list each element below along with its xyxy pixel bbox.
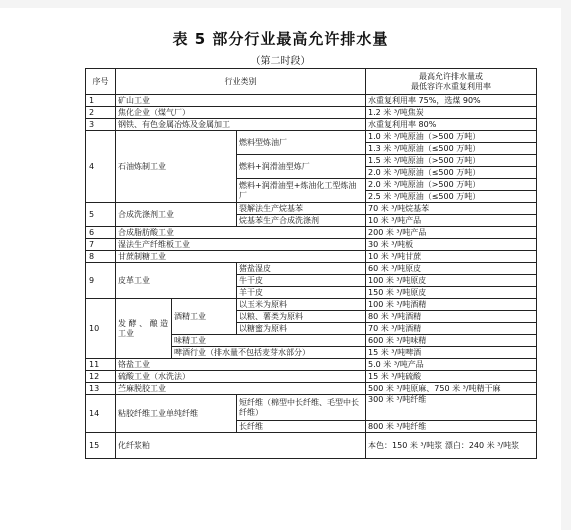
row-number: 13 [86,383,116,395]
limit-cell: 10 米 ³/吨甘蔗 [366,251,537,263]
top-border [0,0,571,8]
limit-cell: 200 米 ³/吨产品 [366,227,537,239]
table-row [86,359,537,371]
table-title: 表 5 部分行业最高允许排水量 [172,30,389,48]
subcategory-cell: 以糖蜜为原料 [237,323,366,335]
subcategory-cell: 味精工业 [172,335,366,347]
subcategory-cell: 裂解法生产烷基苯 [237,203,366,215]
subcategory-cell: 燃料+润滑油型+炼油化工型炼油厂 [237,179,366,203]
limit-cell: 600 米 ³/吨味精 [366,335,537,347]
right-border [561,0,571,530]
table-row [86,263,537,275]
row-number: 4 [86,131,116,203]
table-row [86,131,537,143]
row-number: 12 [86,371,116,383]
table-row [86,227,537,239]
table-row [86,119,537,131]
row-number: 15 [86,433,116,459]
row-number: 5 [86,203,116,227]
row-number: 14 [86,395,116,433]
limit-cell: 1.0 米 ³/吨原油（>500 万吨） [366,131,537,143]
header-limit [366,69,537,95]
row-number: 3 [86,119,116,131]
limit-cell: 80 米 ³/吨酒精 [366,311,537,323]
alcohol-cell: 酒精工业 [172,299,237,335]
row-number: 9 [86,263,116,299]
industry-cell: 发 酵 、 酿 造工业 [116,299,172,359]
industry-cell: 合成洗涤剂工业 [116,203,237,227]
limit-cell: 1.5 米 ³/吨原油（>500 万吨） [366,155,537,167]
header-industry: 行业类别 [116,69,366,95]
table-row [86,395,537,421]
limit-cell: 30 米 ³/吨板 [366,239,537,251]
limit-cell: 5.0 米 ³/吨产品 [366,359,537,371]
limit-cell: 15 米 ³/吨啤酒 [366,347,537,359]
row-number: 1 [86,95,116,107]
limit-cell: 70 米 ³/吨烷基苯 [366,203,537,215]
limit-cell: 10 米 ³/吨产品 [366,215,537,227]
limit-cell: 1.2 米 ³/吨焦炭 [366,107,537,119]
subcategory-cell: 牛干皮 [237,275,366,287]
subcategory-cell: 长纤维 [237,421,366,433]
limit-cell: 150 米 ³/吨原皮 [366,287,537,299]
industry-cell: 皮革工业 [116,263,237,299]
table-row [86,203,537,215]
subcategory-cell: 短纤维（棉型中长纤维、毛型中长纤维） [237,395,366,421]
discharge-table [85,68,537,459]
limit-cell: 水重复利用率 80% [366,119,537,131]
table-row [86,107,537,119]
row-number: 6 [86,227,116,239]
table-row [86,95,537,107]
limit-cell: 1.3 米 ³/吨原油（≤500 万吨） [366,143,537,155]
table-row [86,383,537,395]
header-no: 序号 [86,69,116,95]
limit-cell: 300 米 ³/吨纤维 [366,395,537,421]
limit-cell: 800 米 ³/吨纤维 [366,421,537,433]
table-row [86,433,537,459]
row-number: 11 [86,359,116,371]
subcategory-cell: 以玉米为原料 [237,299,366,311]
industry-cell: 苎麻脱胶工业 [116,383,366,395]
row-number: 10 [86,299,116,359]
row-number: 8 [86,251,116,263]
industry-cell: 焦化企业（煤气厂） [116,107,366,119]
industry-cell: 湿法生产纤维板工业 [116,239,366,251]
industry-cell: 合成脂肪酸工业 [116,227,366,239]
table-row [86,299,537,311]
limit-cell: 15 米 ³/吨硫酸 [366,371,537,383]
subcategory-cell: 羊干皮 [237,287,366,299]
limit-cell: 2.0 米 ³/吨原油（>500 万吨） [366,179,537,191]
industry-cell: 矿山工业 [116,95,366,107]
header-row [86,69,537,95]
header-limit-line1: 最高允许排水量或 [419,71,484,81]
table-row [86,239,537,251]
table-row [86,251,537,263]
row-number: 7 [86,239,116,251]
industry-cell: 硫酸工业（水洗法） [116,371,366,383]
subcategory-cell: 啤酒行业（排水量不包括麦芽水部分） [172,347,366,359]
limit-cell: 500 米 ³/吨原麻、750 米 ³/吨精干麻 [366,383,537,395]
limit-cell: 2.5 米 ³/吨原油（≤500 万吨） [366,191,537,203]
industry-cell: 化纤浆粕 [116,433,366,459]
limit-cell: 70 米 ³/吨酒精 [366,323,537,335]
limit-cell: 100 米 ³/吨原皮 [366,275,537,287]
subcategory-cell: 燃料型炼油厂 [237,131,366,155]
limit-cell: 2.0 米 ³/吨原油（≤500 万吨） [366,167,537,179]
subcategory-cell: 以粮、薯类为原料 [237,311,366,323]
subcategory-cell: 猪盐湿皮 [237,263,366,275]
limit-cell: 本色：150 米 ³/吨浆 漂白：240 米 ³/吨浆 [366,433,537,459]
industry-cell: 钢铁、有色金属冶炼及金属加工 [116,119,366,131]
limit-cell: 水重复利用率 75%，选煤 90% [366,95,537,107]
table-subtitle: （第二时段） [250,56,311,67]
limit-cell: 100 米 ³/吨酒精 [366,299,537,311]
header-limit-line2: 最低容许水重复利用率 [411,81,492,91]
table-row [86,371,537,383]
row-number: 2 [86,107,116,119]
industry-cell: 粘胶纤维工业单纯纤维 [116,395,237,433]
industry-cell: 铬盐工业 [116,359,366,371]
limit-cell: 60 米 ³/吨原皮 [366,263,537,275]
subcategory-cell: 燃料+润滑油型炼厂 [237,155,366,179]
industry-cell: 石油炼制工业 [116,131,237,203]
industry-cell: 甘蔗制糖工业 [116,251,366,263]
subcategory-cell: 烷基苯生产合成洗涤剂 [237,215,366,227]
